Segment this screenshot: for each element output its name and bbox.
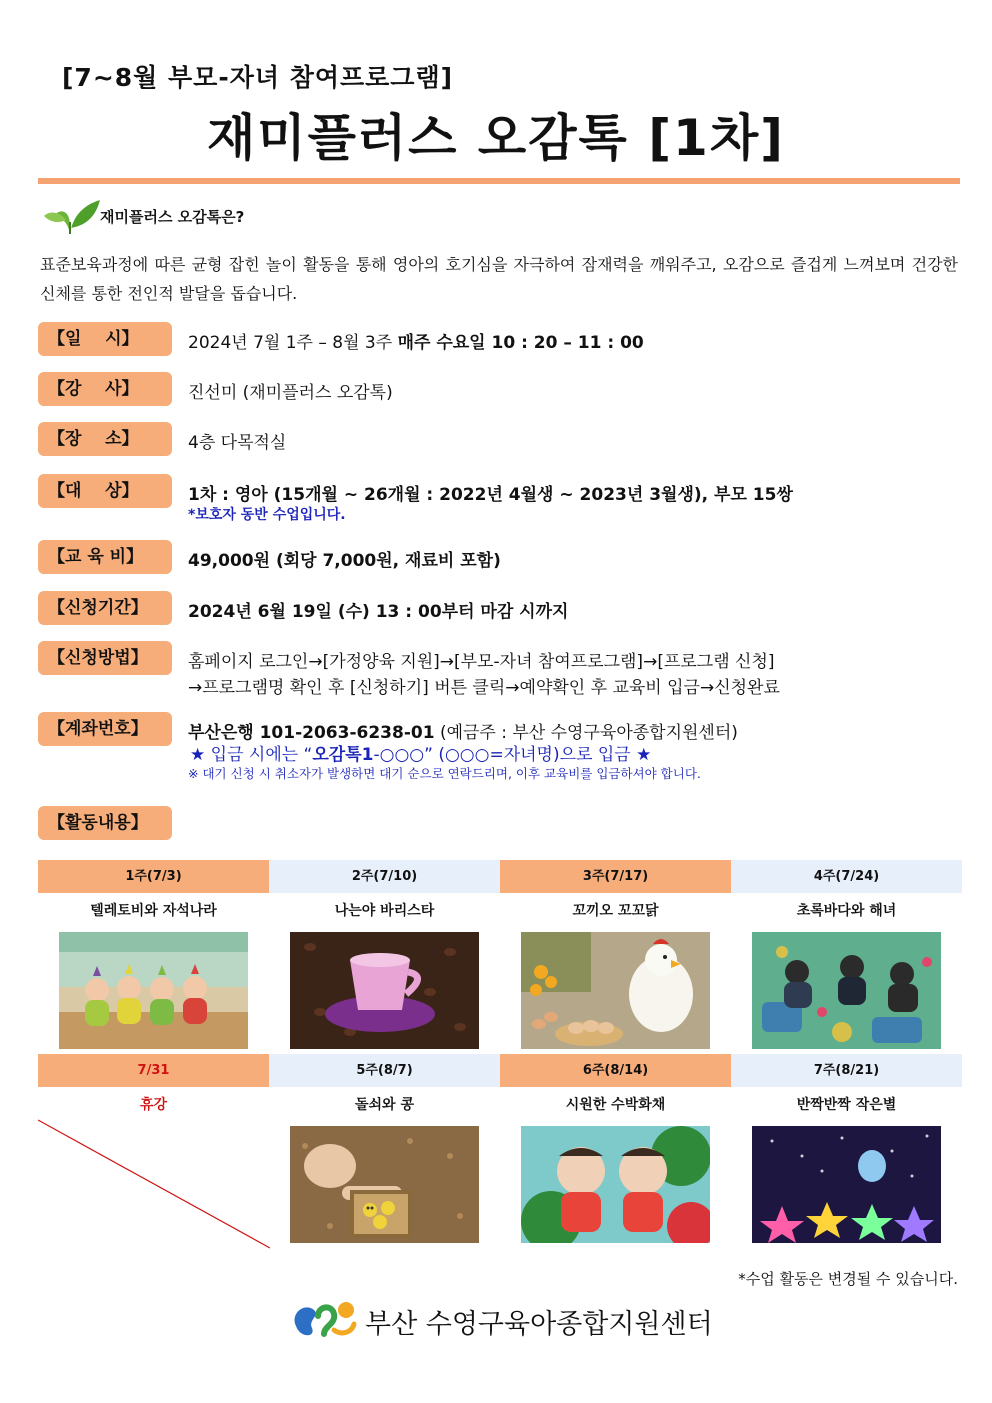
- value-instructor: 진선미 (재미플러스 오감톡): [188, 383, 393, 403]
- deposit-prefix: ★ 입금 시에는 “: [190, 745, 313, 765]
- deposit-instruction: [190, 740, 651, 765]
- babies-in-costumes-photo: [59, 932, 248, 1049]
- organization-name: 부산 수영구육아종합지원센터: [365, 1309, 713, 1340]
- deposit-suffix: -○○○” (○○○=자녀명)으로 입금 ★: [373, 745, 652, 765]
- activity-title: 반짝반짝 작은별: [796, 1097, 897, 1113]
- change-notice: *수업 활동은 변경될 수 있습니다.: [738, 1270, 958, 1288]
- activity-title: 돌쇠와 콩: [355, 1097, 414, 1113]
- target-note: *보호자 동반 수업입니다.: [188, 507, 346, 523]
- value-place: 4층 다목적실: [188, 433, 287, 453]
- account-holder: (예금주 : 부산 수영구육아종합지원센터): [434, 723, 738, 743]
- value-target: 1차 : 영아 (15개월 ~ 26개월 : 2022년 4월생 ~ 2023년 3월생), 부모 15쌍: [188, 485, 793, 505]
- leaf-icon: [40, 196, 102, 236]
- label-activities: 【활동내용】: [38, 806, 172, 840]
- bank-account: 부산은행 101-2063-6238-01: [188, 723, 435, 743]
- label-account: 【계좌번호】: [38, 712, 172, 746]
- label-method: 【신청방법】: [38, 641, 172, 675]
- deposit-code: 오감톡1: [312, 745, 374, 765]
- label-instructor: 【강 사】: [38, 372, 172, 406]
- week-label: 6주(8/14): [500, 1054, 731, 1087]
- break-strike-line: [38, 1118, 270, 1250]
- week-label: 7주(8/21): [731, 1054, 962, 1087]
- activity-title: 초록바다와 해녀: [796, 903, 897, 919]
- activity-title: 휴강: [139, 1097, 168, 1113]
- week-label: 2주(7/10): [269, 860, 500, 893]
- schedule-dates: 2024년 7월 1주 – 8월 3주: [188, 333, 398, 353]
- label-period: 【신청기간】: [38, 591, 172, 625]
- kids-on-play-mat-photo: [752, 932, 941, 1049]
- baby-with-watermelon-balls-photo: [521, 1126, 710, 1243]
- week-label: 4주(7/24): [731, 860, 962, 893]
- schedule-time: 매주 수요일 10 : 20 – 11 : 00: [397, 333, 644, 353]
- baby-with-beans-photo: [290, 1126, 479, 1243]
- center-logo-icon: [288, 1296, 358, 1342]
- intro-heading: 재미플러스 오감톡은?: [100, 208, 245, 226]
- week-label: 3주(7/17): [500, 860, 731, 893]
- value-fee: 49,000원 (회당 7,000원, 재료비 포함): [188, 551, 501, 571]
- value-schedule: [188, 328, 644, 353]
- chicken-toy-eggs-photo: [521, 932, 710, 1049]
- week-label: 5주(8/7): [269, 1054, 500, 1087]
- value-period: 2024년 6월 19일 (수) 13 : 00부터 마감 시까지: [188, 602, 569, 622]
- glowing-star-room-photo: [752, 1126, 941, 1243]
- program-title: 재미플러스 오감톡 [1차]: [206, 109, 785, 167]
- label-fee: 【교 육 비】: [38, 540, 172, 574]
- label-place: 【장 소】: [38, 422, 172, 456]
- activity-title: 꼬끼오 꼬꼬닭: [572, 903, 659, 919]
- program-subtitle: [7~8월 부모-자녀 참여프로그램]: [62, 63, 454, 92]
- week-label: 7/31: [38, 1054, 269, 1087]
- activity-title: 시원한 수박화채: [565, 1097, 666, 1113]
- activity-title: 나는야 바리스타: [334, 903, 435, 919]
- week-label: 1주(7/3): [38, 860, 269, 893]
- intro-text: 표준보육과정에 따른 균형 잡힌 놀이 활동을 통해 영아의 호기심을 자극하여 잠재력을 깨워주고, 오감으로 즐겁게 느껴보며 건강한 신체를 통한 전인적 발달을 돕습니다.: [40, 255, 958, 303]
- waitlist-warning: ※ 대기 신청 시 취소자가 발생하면 대기 순으로 연락드리며, 이후 교육비를 입금하셔야 합니다.: [188, 766, 701, 781]
- label-target: 【대 상】: [38, 474, 172, 508]
- activity-title: 텔레토비와 자석나라: [90, 903, 217, 919]
- label-schedule: 【일 시】: [38, 322, 172, 356]
- value-method-line2: →프로그램명 확인 후 [신청하기] 버튼 클릭→예약확인 후 교육비 입금→신청완료: [188, 678, 780, 698]
- value-method-line1: 홈페이지 로그인→[가정양육 지원]→[부모-자녀 참여프로그램]→[프로그램 신청]: [188, 652, 775, 672]
- coffee-cup-on-beans-photo: [290, 932, 479, 1049]
- title-divider: [38, 178, 960, 184]
